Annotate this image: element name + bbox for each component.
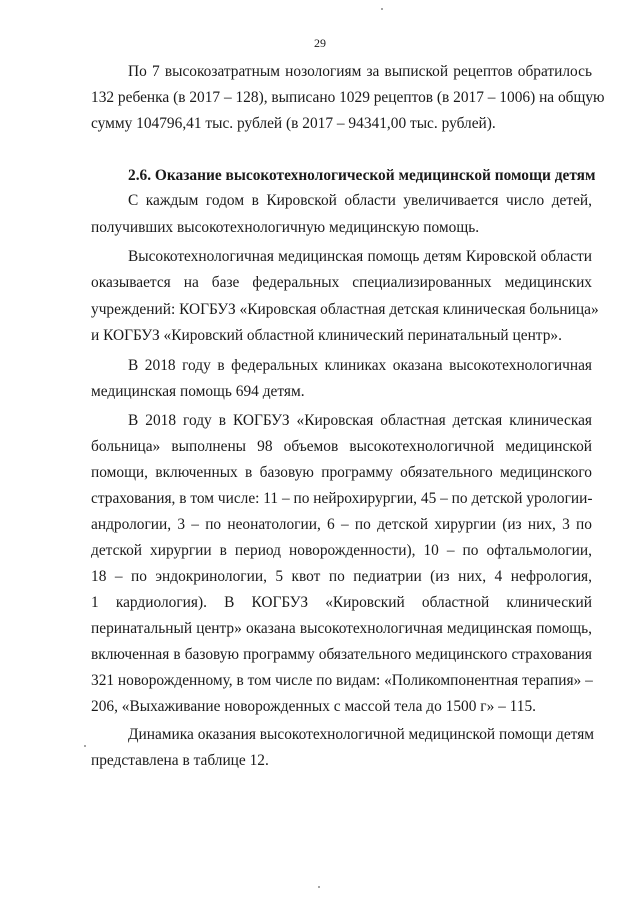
body-b-line-3: учреждений: КОГБУЗ «Кировская областная детская клиническая больница» (91, 301, 599, 318)
body-d-line-9: перинатальный центр» оказана высокотехнологичная медицинская помощь, (91, 620, 592, 637)
paragraph-1-line-3: сумму 104796,41 тыс. рублей (в 2017 – 94341,00 тыс. рублей). (91, 115, 496, 132)
body-b-line-4: и КОГБУЗ «Кировский областной клинический перинатальный центр». (91, 327, 562, 344)
body-d-line-11: 321 новорожденному, в том числе по видам: «Поликомпонентная терапия» – (91, 672, 593, 689)
body-d-line-5: андрологии, 3 – по неонатологии, 6 – по детской хирургии (из них, 3 по (91, 516, 592, 533)
paragraph-1-line-2: 132 ребенка (в 2017 – 128), выписано 1029 рецептов (в 2017 – 1006) на общую (91, 89, 605, 106)
body-b-line-2: оказывается на базе федеральных специализированных медицинских (91, 274, 592, 291)
paragraph-1-line-1: По 7 высокозатратным нозологиям за выпиской рецептов обратилось (128, 63, 592, 80)
scan-speck (318, 886, 320, 888)
page-number: 29 (314, 36, 326, 50)
scan-speck (381, 8, 383, 10)
body-d-line-7: 18 – по эндокринологии, 5 квот по педиатрии (из них, 4 нефрология, (91, 568, 592, 585)
body-b-line-1: Высокотехнологичная медицинская помощь детям Кировской области (128, 248, 592, 265)
body-d-line-3: помощи, включенных в базовую программу обязательного медицинского (91, 464, 592, 481)
section-heading: 2.6. Оказание высокотехнологической медицинской помощи детям (128, 167, 596, 184)
scan-speck (84, 745, 86, 747)
body-a-line-2: получивших высокотехнологичную медицинскую помощь. (91, 219, 480, 236)
body-d-line-12: 206, «Выхаживание новорожденных с массой тела до 1500 г» – 115. (91, 698, 537, 715)
body-d-line-6: детской хирургии в период новорожденности), 10 – по офтальмологии, (91, 542, 592, 559)
body-e-line-2: представлена в таблице 12. (91, 752, 269, 769)
body-d-line-2: больница» выполнены 98 объемов высокотехнологичной медицинской (91, 438, 592, 455)
body-d-line-1: В 2018 году в КОГБУЗ «Кировская областная детская клиническая (128, 412, 592, 429)
body-e-line-1: Динамика оказания высокотехнологичной медицинской помощи детям (128, 726, 595, 743)
body-c-line-2: медицинская помощь 694 детям. (91, 383, 305, 400)
body-d-line-10: включенная в базовую программу обязательного медицинского страхования (91, 646, 592, 663)
body-a-line-1: С каждым годом в Кировской области увеличивается число детей, (128, 192, 592, 209)
body-d-line-4: страхования, в том числе: 11 – по нейрохирургии, 45 – по детской урологии- (91, 490, 593, 507)
body-c-line-1: В 2018 году в федеральных клиниках оказана высокотехнологичная (128, 357, 592, 374)
body-d-line-8: 1 кардиология). В КОГБУЗ «Кировский областной клинический (91, 594, 592, 611)
